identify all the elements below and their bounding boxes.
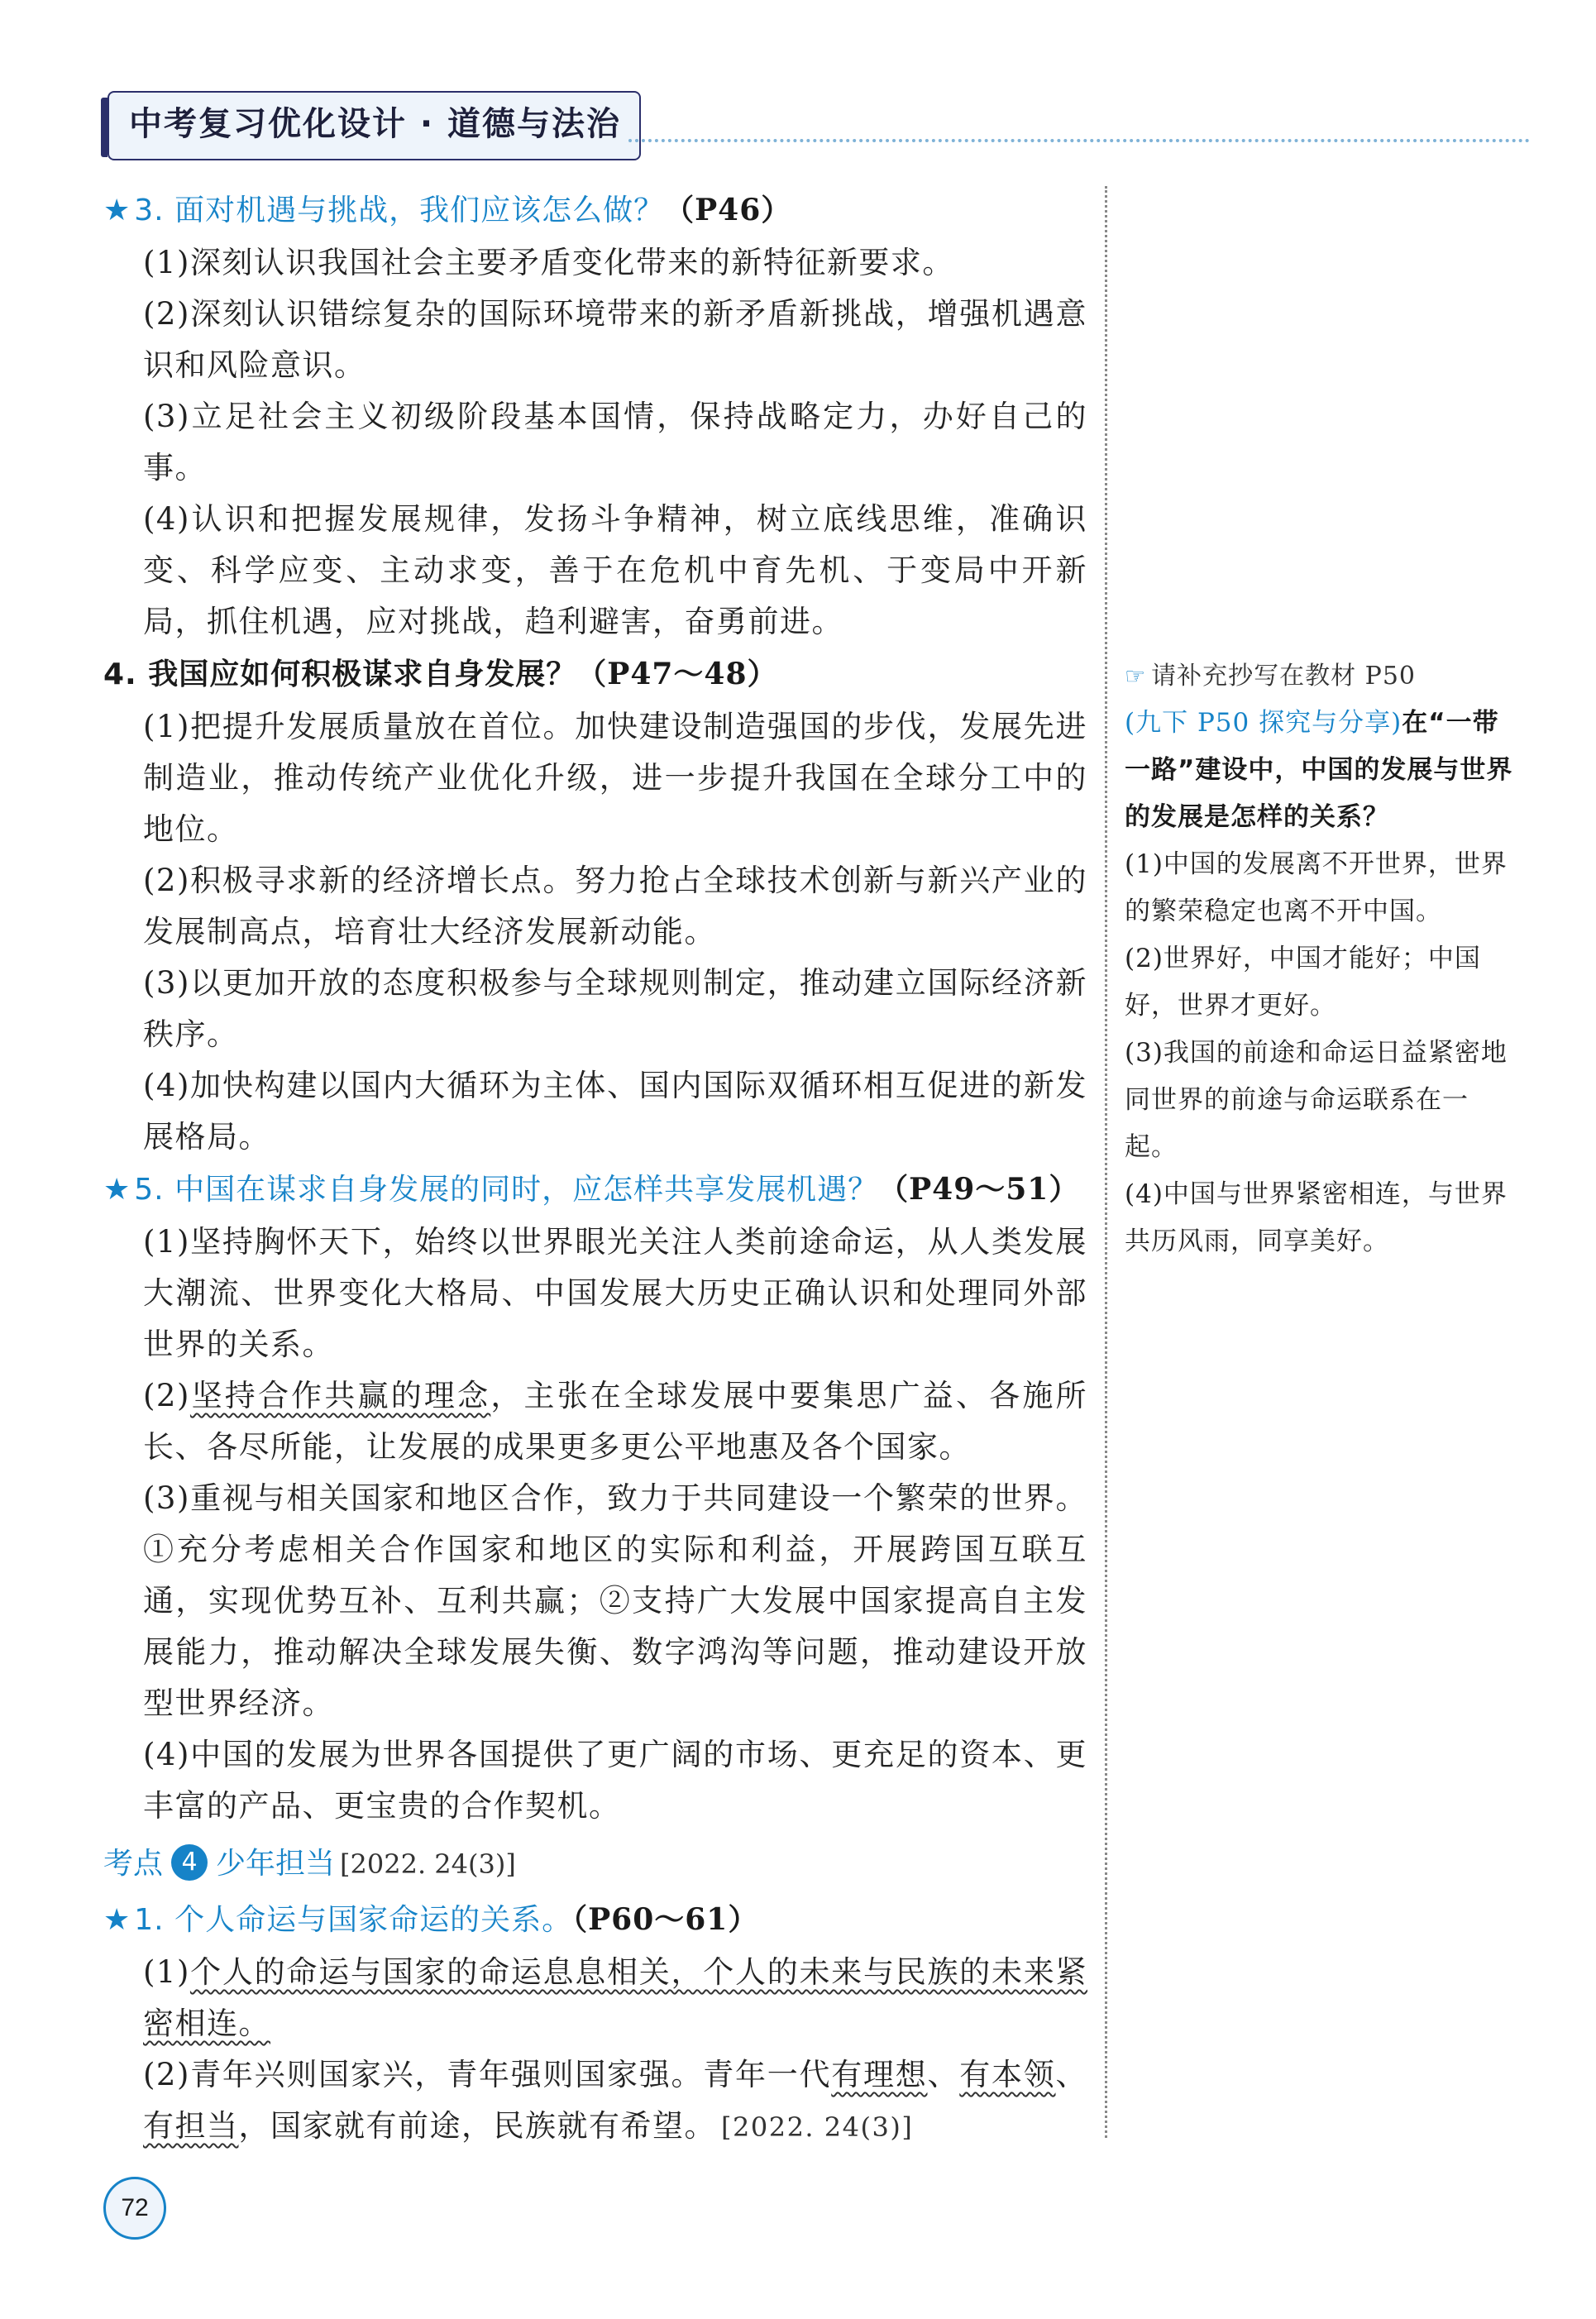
exam-ref: [2022. 24(3)]: [340, 1848, 516, 1880]
answer-item: [103, 2049, 1087, 2153]
topic-label: 考点: [103, 1847, 164, 1881]
answer-item: [103, 1370, 1087, 1473]
sidebar-prompt: [1125, 653, 1520, 700]
key-phrase: 坚持合作共赢的理念: [189, 1378, 491, 1413]
key-phrase: 个人的命运与国家的命运息息相关，个人的未来与民族的未来紧密相连。: [143, 1954, 1087, 2041]
star-icon: ★: [103, 1173, 131, 1207]
answer-item: (4)加快构建以国内大循环为主体、国内国际双循环相互促进的新发展格局。: [143, 1068, 1087, 1155]
sidebar-answer: (1)中国的发展离不开世界，世界的繁荣稳定也离不开中国。: [1125, 849, 1508, 926]
item-prefix: (2): [143, 1378, 190, 1413]
separator: 、: [1055, 2057, 1088, 2092]
question-text: 在“一带一路”建设中，中国的发展与世界的发展是怎样的关系？: [1125, 708, 1513, 832]
item-prefix: (1): [143, 1954, 190, 1990]
page-header: [83, 91, 1530, 157]
question-title: 3. 面对机遇与挑战，我们应该怎么做？: [134, 194, 665, 227]
item-text: ，国家就有前途，民族就有希望。: [238, 2108, 716, 2144]
sidebar-note: [1125, 653, 1520, 1265]
sidebar-question: [1125, 700, 1520, 841]
star-icon: ★: [103, 1903, 131, 1937]
page-ref: （P46）: [664, 193, 792, 227]
main-column: [103, 184, 1087, 2153]
page-number: 72: [103, 2177, 166, 2240]
question-title: 5. 中国在谋求自身发展的同时，应怎样共享发展机遇？: [134, 1173, 879, 1207]
sidebar-answer: (4)中国与世界紧密相连，与世界共历风雨，同享美好。: [1125, 1179, 1508, 1256]
star-icon: ★: [103, 194, 131, 227]
source-ref: (九下 P50 探究与分享): [1125, 708, 1402, 738]
key-phrase: 有本领: [959, 2057, 1056, 2092]
question-title: 1. 个人命运与国家命运的关系。: [134, 1903, 573, 1937]
sidebar-answer: (3)我国的前途和命运日益紧密地同世界的前途与命运联系在一起。: [1125, 1038, 1508, 1162]
page-ref: （P47～48）: [576, 657, 778, 691]
pointing-hand-icon: ☞: [1125, 662, 1147, 690]
header-dotted-rule: [628, 139, 1530, 142]
question-heading: [103, 1893, 1087, 1947]
page-ref: （P49～51）: [878, 1172, 1080, 1207]
question-title: 4. 我国应如何积极谋求自身发展？: [103, 657, 577, 691]
topic-heading: [103, 1835, 1087, 1893]
answer-item: (2)深刻认识错综复杂的国际环境带来的新矛盾新挑战，增强机遇意识和风险意识。: [143, 296, 1087, 383]
answer-item: (2)积极寻求新的经济增长点。努力抢占全球技术创新与新兴产业的发展制高点，培育壮大经济发展新动能。: [143, 863, 1087, 949]
answer-item: (1)把提升发展质量放在首位。加快建设制造强国的步伐，发展先进制造业，推动传统产业优化升级，进一步提升我国在全球分工中的地位。: [143, 709, 1087, 847]
column-divider: [1105, 186, 1107, 2138]
item-text: ，主张在全球发展中要集思广益、各施所长、各尽所能，让发展的成果更多更公平地惠及各个国家。: [143, 1378, 1088, 1465]
topic-number-badge: 4: [171, 1844, 208, 1881]
book-title: 中考复习优化设计 · 道德与法治: [108, 91, 641, 160]
sidebar-answer: (2)世界好，中国才能好；中国好，世界才更好。: [1125, 944, 1481, 1021]
question-heading: [103, 1163, 1087, 1217]
topic-title: 少年担当: [216, 1847, 336, 1881]
key-phrase: 有担当: [143, 2108, 239, 2144]
key-phrase: 有理想: [831, 2057, 928, 2092]
answer-item: (4)中国的发展为世界各国提供了更广阔的市场、更充足的资本、更丰富的产品、更宝贵的合作契机。: [143, 1737, 1087, 1824]
answer-item: (3)立足社会主义初级阶段基本国情，保持战略定力，办好自己的事。: [143, 399, 1087, 485]
page-ref: （P60～61）: [572, 1902, 759, 1937]
item-text: (2)青年兴则国家兴，青年强则国家强。青年一代: [143, 2057, 832, 2092]
answer-item: (4)认识和把握发展规律，发扬斗争精神，树立底线思维，准确识变、科学应变、主动求变，善于在危机中育先机、于变局中开新局，抓住机遇，应对挑战，趋利避害，奋勇前进。: [143, 501, 1087, 639]
exam-ref: [2022. 24(3)]: [721, 2111, 914, 2143]
prompt-text: 请补充抄写在教材 P50: [1151, 662, 1417, 691]
answer-item: [103, 1947, 1087, 2049]
question-heading: [103, 184, 1087, 237]
answer-item: (3)以更加开放的态度积极参与全球规则制定，推动建立国际经济新秩序。: [143, 965, 1087, 1052]
answer-item: (1)深刻认识我国社会主要矛盾变化带来的新特征新要求。: [143, 245, 954, 280]
separator: 、: [927, 2057, 960, 2092]
question-heading: [103, 648, 1087, 701]
answer-item: (1)坚持胸怀天下，始终以世界眼光关注人类前途命运，从人类发展大潮流、世界变化大格局、中国发展大历史正确认识和处理同外部世界的关系。: [143, 1224, 1087, 1362]
answer-item: (3)重视与相关国家和地区合作，致力于共同建设一个繁荣的世界。①充分考虑相关合作国家和地区的实际和利益，开展跨国互联互通，实现优势互补、互利共赢；②支持广大发展中国家提高自主发展能力，推动解决全球发展失衡、数字鸿沟等问题，推动建设开放型世界经济。: [143, 1480, 1087, 1721]
